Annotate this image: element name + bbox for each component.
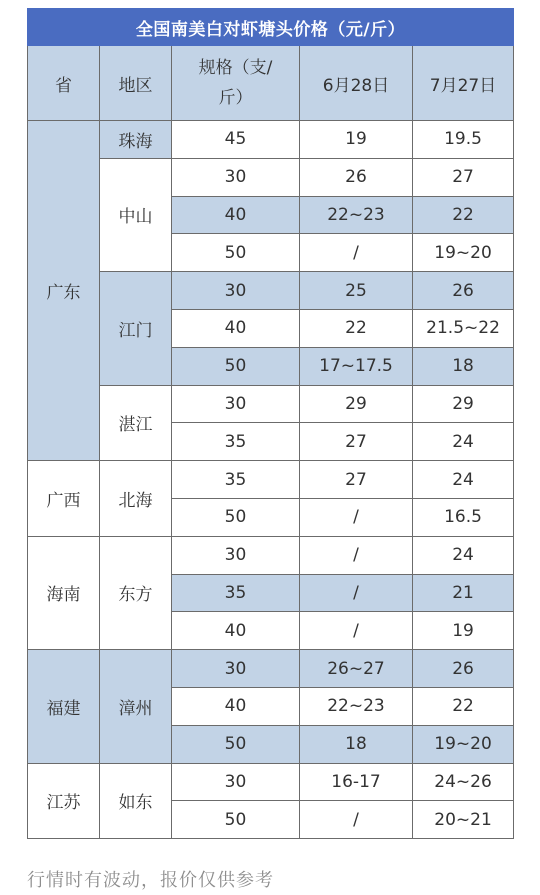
spec-cell: 40 bbox=[172, 196, 300, 234]
price-cell-june28: 19 bbox=[300, 121, 413, 159]
price-cell-july27: 19~20 bbox=[413, 234, 514, 272]
spec-cell: 30 bbox=[172, 158, 300, 196]
price-cell-july27: 24 bbox=[413, 461, 514, 499]
spec-cell: 30 bbox=[172, 385, 300, 423]
price-cell-july27: 18 bbox=[413, 347, 514, 385]
price-cell-july27: 20~21 bbox=[413, 801, 514, 839]
price-cell-june28: 27 bbox=[300, 461, 413, 499]
region-cell: 东方 bbox=[100, 536, 172, 649]
header-spec bbox=[172, 46, 300, 121]
price-cell-june28: 18 bbox=[300, 725, 413, 763]
spec-cell: 35 bbox=[172, 461, 300, 499]
table-row bbox=[28, 121, 514, 159]
price-cell-june28: 17~17.5 bbox=[300, 347, 413, 385]
spec-cell: 40 bbox=[172, 612, 300, 650]
table-row bbox=[28, 385, 514, 423]
price-table-container bbox=[27, 8, 513, 839]
header-spec-line2: 斤） bbox=[218, 88, 253, 108]
spec-cell: 30 bbox=[172, 272, 300, 310]
price-cell-june28: 25 bbox=[300, 272, 413, 310]
price-cell-july27: 29 bbox=[413, 385, 514, 423]
price-cell-june28: / bbox=[300, 801, 413, 839]
header-date-june28: 6月28日 bbox=[300, 46, 413, 121]
province-cell: 江苏 bbox=[28, 763, 100, 839]
price-cell-june28: 29 bbox=[300, 385, 413, 423]
region-cell: 珠海 bbox=[100, 121, 172, 159]
price-cell-june28: 22~23 bbox=[300, 196, 413, 234]
province-cell: 广东 bbox=[28, 121, 100, 461]
spec-cell: 45 bbox=[172, 121, 300, 159]
table-row bbox=[28, 536, 514, 574]
price-cell-july27: 19 bbox=[413, 612, 514, 650]
table-row bbox=[28, 461, 514, 499]
price-cell-july27: 22 bbox=[413, 196, 514, 234]
price-cell-july27: 21.5~22 bbox=[413, 309, 514, 347]
spec-cell: 50 bbox=[172, 498, 300, 536]
price-cell-june28: / bbox=[300, 536, 413, 574]
region-cell: 湛江 bbox=[100, 385, 172, 461]
province-cell: 广西 bbox=[28, 461, 100, 537]
spec-cell: 50 bbox=[172, 725, 300, 763]
header-spec-line1: 规格（支/ bbox=[198, 58, 273, 78]
spec-cell: 30 bbox=[172, 536, 300, 574]
price-cell-july27: 21 bbox=[413, 574, 514, 612]
price-cell-june28: 26 bbox=[300, 158, 413, 196]
price-cell-july27: 26 bbox=[413, 272, 514, 310]
price-cell-june28: / bbox=[300, 612, 413, 650]
table-row bbox=[28, 650, 514, 688]
price-cell-july27: 24 bbox=[413, 536, 514, 574]
spec-cell: 50 bbox=[172, 234, 300, 272]
spec-cell: 35 bbox=[172, 574, 300, 612]
price-cell-june28: / bbox=[300, 234, 413, 272]
province-cell: 海南 bbox=[28, 536, 100, 649]
region-cell: 江门 bbox=[100, 272, 172, 385]
disclaimer-footnote: 行情时有波动，报价仅供参考 bbox=[27, 870, 274, 891]
spec-cell: 30 bbox=[172, 650, 300, 688]
spec-cell: 30 bbox=[172, 763, 300, 801]
price-table bbox=[27, 8, 514, 839]
region-cell: 中山 bbox=[100, 158, 172, 271]
spec-cell: 50 bbox=[172, 801, 300, 839]
table-row bbox=[28, 272, 514, 310]
price-cell-june28: / bbox=[300, 574, 413, 612]
header-province: 省 bbox=[28, 46, 100, 121]
price-cell-july27: 19.5 bbox=[413, 121, 514, 159]
spec-cell: 50 bbox=[172, 347, 300, 385]
price-cell-june28: 16-17 bbox=[300, 763, 413, 801]
header-date-july27: 7月27日 bbox=[413, 46, 514, 121]
price-cell-june28: 22~23 bbox=[300, 687, 413, 725]
price-cell-july27: 26 bbox=[413, 650, 514, 688]
province-cell: 福建 bbox=[28, 650, 100, 763]
region-cell: 北海 bbox=[100, 461, 172, 537]
table-row bbox=[28, 158, 514, 196]
price-cell-july27: 24 bbox=[413, 423, 514, 461]
header-row bbox=[28, 46, 514, 121]
region-cell: 漳州 bbox=[100, 650, 172, 763]
price-cell-june28: 27 bbox=[300, 423, 413, 461]
spec-cell: 40 bbox=[172, 309, 300, 347]
price-cell-july27: 22 bbox=[413, 687, 514, 725]
table-title: 全国南美白对虾塘头价格（元/斤） bbox=[28, 9, 514, 46]
price-cell-june28: 22 bbox=[300, 309, 413, 347]
price-cell-july27: 24~26 bbox=[413, 763, 514, 801]
spec-cell: 40 bbox=[172, 687, 300, 725]
price-cell-june28: 26~27 bbox=[300, 650, 413, 688]
table-row bbox=[28, 763, 514, 801]
region-cell: 如东 bbox=[100, 763, 172, 839]
price-cell-july27: 16.5 bbox=[413, 498, 514, 536]
header-region: 地区 bbox=[100, 46, 172, 121]
price-cell-july27: 27 bbox=[413, 158, 514, 196]
price-cell-june28: / bbox=[300, 498, 413, 536]
spec-cell: 35 bbox=[172, 423, 300, 461]
price-cell-july27: 19~20 bbox=[413, 725, 514, 763]
